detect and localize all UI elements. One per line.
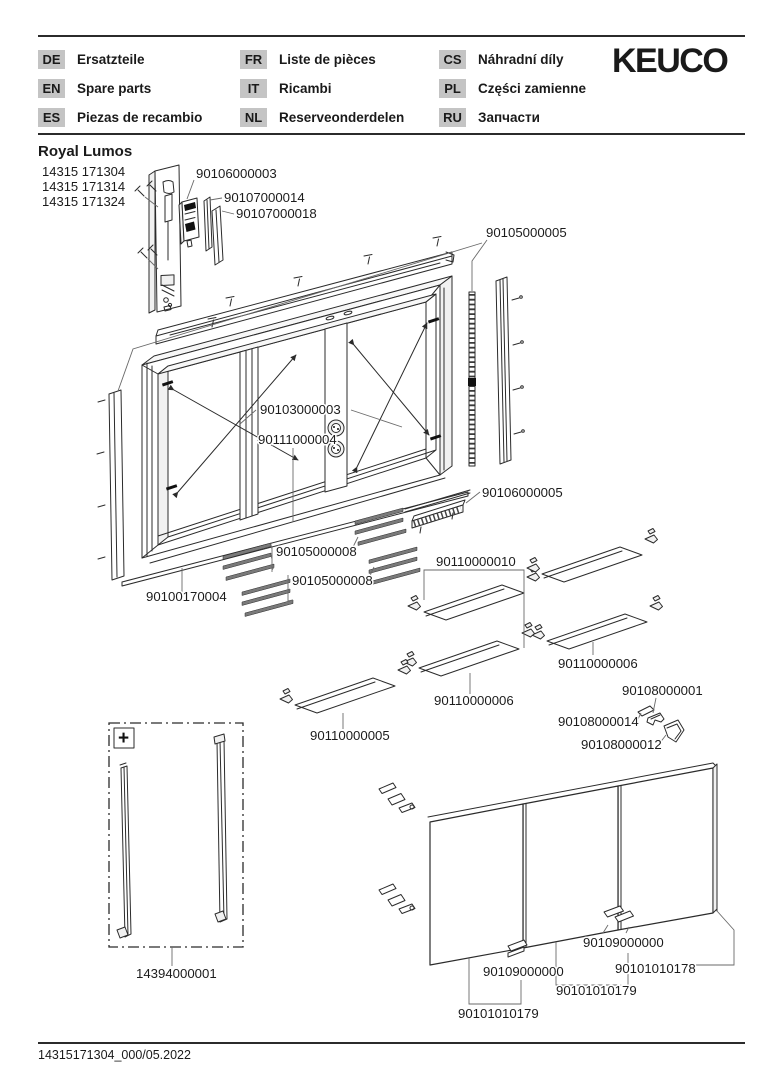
right-led-strip <box>468 292 476 466</box>
product-variant: 14315 171304 <box>42 164 126 179</box>
glass-shelf <box>532 596 663 650</box>
language-label-pl: Części zamienne <box>478 81 587 96</box>
part-label-14394000001: 14394000001 <box>136 966 217 981</box>
part-label-90106000003: 90106000003 <box>196 166 277 181</box>
trim-strip-set <box>242 579 293 617</box>
part-label-90109000000: 90109000000 <box>483 964 564 979</box>
part-label-90101010179: 90101010179 <box>458 1006 539 1021</box>
language-label-ru: Запчасти <box>478 110 540 125</box>
language-badge-cs: CS <box>439 50 466 69</box>
mirror-door-left <box>430 804 523 965</box>
trim-strip-set <box>369 547 420 585</box>
part-label-90103000003: 90103000003 <box>260 402 341 417</box>
cabinet-divider <box>240 347 258 520</box>
language-label-nl: Reserveonderdelen <box>279 110 405 125</box>
accessory-kit-box <box>109 723 243 947</box>
glass-shelf <box>408 567 540 621</box>
language-badge-de: DE <box>38 50 65 69</box>
language-badge-ru: RU <box>439 108 466 127</box>
cover-strip-90107000014 <box>204 197 212 251</box>
language-label-es: Piezas de recambio <box>77 110 203 125</box>
handle-strip <box>117 763 131 938</box>
part-label-90108000001: 90108000001 <box>622 683 703 698</box>
cover-strip-90107000018 <box>212 206 223 265</box>
language-badge-pl: PL <box>439 79 466 98</box>
footer-rule <box>38 1042 745 1044</box>
handle-strip <box>214 734 227 922</box>
part-label-90108000012: 90108000012 <box>581 737 662 752</box>
door-hinge-set <box>379 884 415 914</box>
part-label-90106000005: 90106000005 <box>482 485 563 500</box>
product-name: Royal Lumos <box>38 143 133 160</box>
language-badge-en: EN <box>38 79 65 98</box>
mirror-door-middle <box>523 786 618 948</box>
language-badge-fr: FR <box>240 50 267 69</box>
clip-part-90108000001 <box>647 713 664 725</box>
part-label-90101010178: 90101010178 <box>615 961 696 976</box>
glass-shelf <box>404 623 535 677</box>
language-label-de: Ersatzteile <box>77 52 145 67</box>
wall-mounting-profile <box>149 165 181 313</box>
part-label-90111000004: 90111000004 <box>258 432 337 447</box>
left-led-profile <box>97 390 124 580</box>
glass-shelf <box>527 529 658 583</box>
document-reference: 14315171304_000/05.2022 <box>38 1048 191 1062</box>
cabinet-body <box>142 276 452 563</box>
part-label-90107000014: 90107000014 <box>224 190 305 205</box>
part-label-90110000005: 90110000005 <box>310 728 390 743</box>
keuco-logo: KEUCO <box>612 42 728 80</box>
language-label-cs: Náhradní díly <box>478 52 564 67</box>
part-label-90105000005: 90105000005 <box>486 225 567 240</box>
mirror-door-right <box>618 768 713 930</box>
mirror-doors <box>379 763 717 965</box>
right-side-profile <box>496 277 524 464</box>
door-hinge-set <box>379 783 415 813</box>
part-label-90110000006: 90110000006 <box>558 656 638 671</box>
product-variant: 14315 171324 <box>42 194 126 209</box>
fixing-part-90106000003 <box>179 198 199 247</box>
language-badge-nl: NL <box>240 108 267 127</box>
glass-shelf <box>280 660 411 714</box>
part-label-90100170004: 90100170004 <box>146 589 227 604</box>
plus-icon: + <box>118 728 130 749</box>
bottom-led-bar <box>405 490 470 533</box>
language-label-en: Spare parts <box>77 81 152 96</box>
part-label-90108000014: 90108000014 <box>558 714 639 729</box>
part-label-90110000010: 90110000010 <box>436 554 516 569</box>
language-label-it: Ricambi <box>279 81 332 96</box>
part-label-90105000008: 90105000008 <box>292 573 373 588</box>
part-label-90101010179: 90101010179 <box>556 983 637 998</box>
language-badge-es: ES <box>38 108 65 127</box>
bracket-part-90108000012 <box>664 720 684 742</box>
language-badge-it: IT <box>240 79 267 98</box>
part-label-90105000008: 90105000008 <box>276 544 357 559</box>
part-label-90110000006: 90110000006 <box>434 693 514 708</box>
product-variant: 14315 171314 <box>42 179 126 194</box>
part-label-90107000018: 90107000018 <box>236 206 317 221</box>
part-label-90109000000: 90109000000 <box>583 935 664 950</box>
language-label-fr: Liste de pièces <box>279 52 376 67</box>
